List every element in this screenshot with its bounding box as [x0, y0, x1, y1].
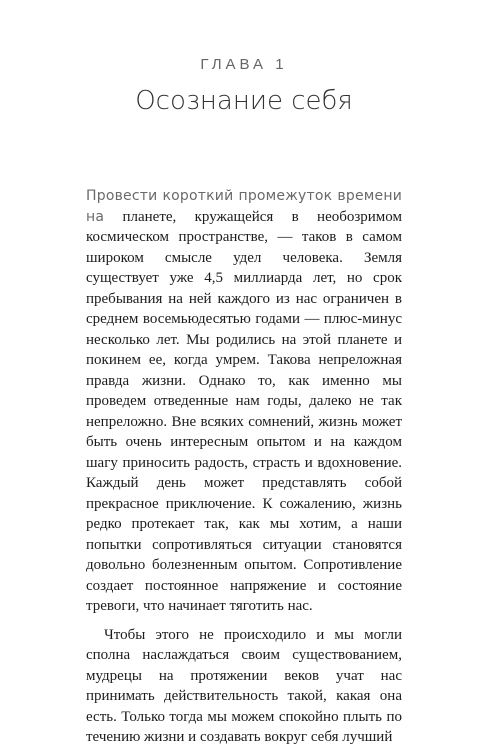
paragraph-1-text: планете, кружащейся в необозримом космическом пространстве, — таков в самом широком смысле удел человека. Земля существует уже 4,5 миллиарда лет, но срок пребывания на ней каждого из нас ограничен в среднем восемьюдесятью годами — плюс-минус несколько лет. Мы родились на этой планете и покинем ее, когда умрем. Такова непреложная правда жизни. Однако то, как именно мы проведем отведенные нам годы, далеко не так непреложно. Вне всяких сомнений, жизнь может быть очень интересным опытом и на каждом шагу приносить радость, страсть и вдохновение. Каждый день может представлять собой прекрасное приключение. К сожалению, жизнь редко протекает так, как мы хотим, а наши попытки сопротивляться ситуации становятся довольно болезненным опытом. Сопротивление создает постоянное напряжение и состояние тревоги, что начинает тяготить нас.	[86, 208, 403, 614]
paragraph-lead: Провести короткий промежуток времени на	[86, 188, 402, 225]
chapter-body	[86, 186, 402, 748]
paragraph-1	[86, 186, 402, 617]
chapter-title: Осознание себя	[135, 86, 353, 116]
paragraph-2: Чтобы этого не происходило и мы могли сполна наслаждаться своим существованием, мудрецы на протяжении веков учат нас принимать действительность такой, какая она есть. Только тогда мы можем спокойно плыть по течению жизни и создавать вокруг себя лучший	[86, 626, 402, 745]
chapter-label: ГЛАВА 1	[200, 56, 288, 73]
